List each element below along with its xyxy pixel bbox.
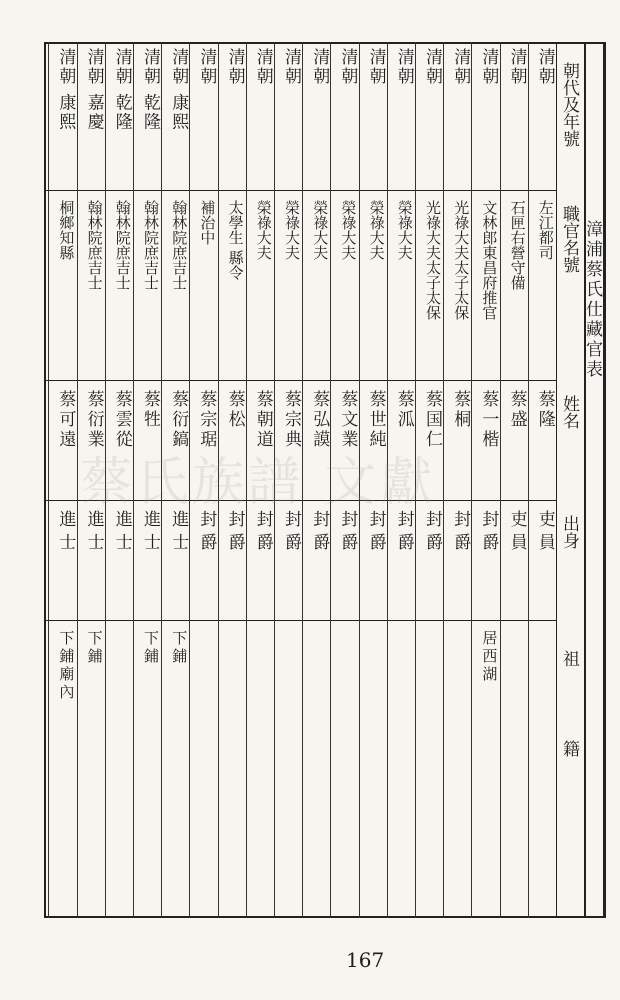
cell-office: 太學生 縣令 [226, 200, 245, 280]
cell-origin: 進士 [55, 510, 76, 556]
cell-name: 蔡宗琚 [196, 390, 217, 450]
cell-place: 下鋪廟內 [57, 630, 76, 702]
cell-origin: 封爵 [365, 510, 386, 556]
table-column [161, 42, 189, 918]
cell-origin: 進士 [111, 510, 132, 556]
cell-dynasty: 清朝 [506, 48, 527, 86]
table-column [189, 42, 217, 918]
cell-name: 蔡文業 [337, 390, 358, 450]
cell-origin: 進士 [83, 510, 104, 556]
cell-dynasty: 清朝 [393, 48, 414, 86]
header-ancestry: 祖 [559, 650, 579, 667]
cell-office: 桐鄉知縣 [57, 200, 76, 260]
cell-origin: 封爵 [337, 510, 358, 556]
cell-origin: 吏員 [506, 510, 527, 556]
cell-dynasty: 清朝 [281, 48, 301, 86]
cell-dynasty: 清朝 [478, 48, 499, 86]
cell-office: 翰林院庶吉士 [113, 200, 132, 290]
cell-name: 蔡松 [224, 390, 245, 430]
cell-dynasty: 清朝 [252, 48, 273, 86]
table-column [133, 42, 161, 918]
cell-origin: 封爵 [450, 510, 471, 556]
cell-office: 榮祿大夫 [283, 200, 301, 260]
cell-origin: 吏員 [534, 510, 555, 556]
cell-name: 蔡一楷 [478, 390, 499, 450]
cell-origin: 封爵 [224, 510, 245, 556]
cell-origin: 封爵 [196, 510, 217, 556]
watermark: 蔡氏族譜 文獻 [80, 453, 437, 513]
cell-dynasty: 清朝 [337, 48, 358, 86]
document-title: 漳浦蔡氏仕藏官表 [582, 220, 602, 380]
cell-origin: 封爵 [478, 510, 499, 556]
cell-origin: 封爵 [393, 510, 414, 556]
table-column [359, 42, 387, 918]
cell-origin: 進士 [168, 510, 189, 556]
table-column [330, 42, 358, 918]
cell-dynasty: 清朝 [365, 48, 386, 86]
cell-name: 蔡世純 [365, 390, 386, 450]
cell-name: 蔡雲從 [111, 390, 132, 450]
table-column [246, 42, 274, 918]
table-column [415, 42, 443, 918]
cell-name: 蔡隆 [534, 390, 555, 430]
header-origin: 出身 [559, 515, 579, 549]
header-office: 職官名號 [559, 205, 579, 273]
cell-dynasty: 清朝 [309, 48, 330, 86]
table-column [218, 42, 246, 918]
cell-name: 蔡衍鎬 [168, 390, 189, 450]
cell-office: 文林郎東昌府推官 [480, 200, 499, 320]
cell-dynasty: 清朝 乾隆 [140, 48, 160, 132]
cell-name: 蔡桐 [450, 390, 471, 430]
cell-office: 榮祿大夫 [395, 200, 414, 260]
cell-office: 光祿大夫太子太保 [424, 200, 442, 320]
table-column [500, 42, 528, 918]
table-column [302, 42, 330, 918]
cell-name: 蔡衍業 [83, 390, 104, 450]
cell-origin: 封爵 [309, 510, 330, 556]
table-column [77, 42, 105, 918]
cell-dynasty: 清朝 康熙 [55, 48, 76, 132]
cell-name: 蔡盛 [506, 390, 527, 430]
table-column [471, 42, 499, 918]
cell-dynasty: 清朝 [534, 48, 555, 86]
cell-office: 左江都司 [536, 200, 555, 260]
header-column [556, 42, 584, 918]
cell-name: 蔡泒 [393, 390, 414, 430]
cell-origin: 封爵 [281, 510, 301, 556]
cell-name: 蔡朝道 [252, 390, 273, 450]
cell-office: 補治中 [198, 200, 217, 245]
cell-office: 榮祿大夫 [367, 200, 386, 260]
page-number: 167 [346, 948, 385, 972]
cell-office: 榮祿大夫 [254, 200, 273, 260]
cell-place: 下鋪 [142, 630, 160, 666]
cell-dynasty: 清朝 康熙 [168, 48, 189, 132]
header-name: 姓名 [559, 395, 579, 429]
cell-name: 蔡宗典 [281, 390, 301, 450]
table-column [105, 42, 133, 918]
cell-dynasty: 清朝 [196, 48, 217, 86]
table-column [528, 42, 556, 918]
cell-place: 下鋪 [85, 630, 104, 666]
header-native-place: 籍 [559, 740, 579, 757]
table-column [48, 42, 76, 918]
cell-office: 光祿大夫太子太保 [452, 200, 471, 320]
cell-office: 榮祿大夫 [339, 200, 358, 260]
cell-name: 蔡可遠 [55, 390, 76, 450]
cell-dynasty: 清朝 嘉慶 [83, 48, 104, 132]
cell-name: 蔡弘謨 [309, 390, 330, 450]
cell-dynasty: 清朝 乾隆 [111, 48, 132, 132]
cell-origin: 封爵 [422, 510, 442, 556]
cell-place: 下鋪 [170, 630, 189, 666]
cell-office: 翰林院庶吉士 [85, 200, 104, 290]
cell-place: 居西湖 [480, 630, 499, 684]
cell-office: 翰林院庶吉士 [142, 200, 160, 290]
header-dynasty: 朝代及年號 [559, 62, 579, 147]
cell-name: 蔡牲 [140, 390, 160, 430]
cell-origin: 封爵 [252, 510, 273, 556]
cell-dynasty: 清朝 [224, 48, 245, 86]
cell-origin: 進士 [140, 510, 160, 556]
cell-name: 蔡国仁 [422, 390, 442, 450]
title-column [584, 42, 606, 918]
table-column [387, 42, 415, 918]
cell-office: 翰林院庶吉士 [170, 200, 189, 290]
table-column [274, 42, 302, 918]
cell-dynasty: 清朝 [422, 48, 442, 86]
table-column [443, 42, 471, 918]
cell-office: 石匣右營守備 [508, 200, 527, 290]
cell-office: 榮祿大夫 [311, 200, 330, 260]
cell-dynasty: 清朝 [450, 48, 471, 86]
